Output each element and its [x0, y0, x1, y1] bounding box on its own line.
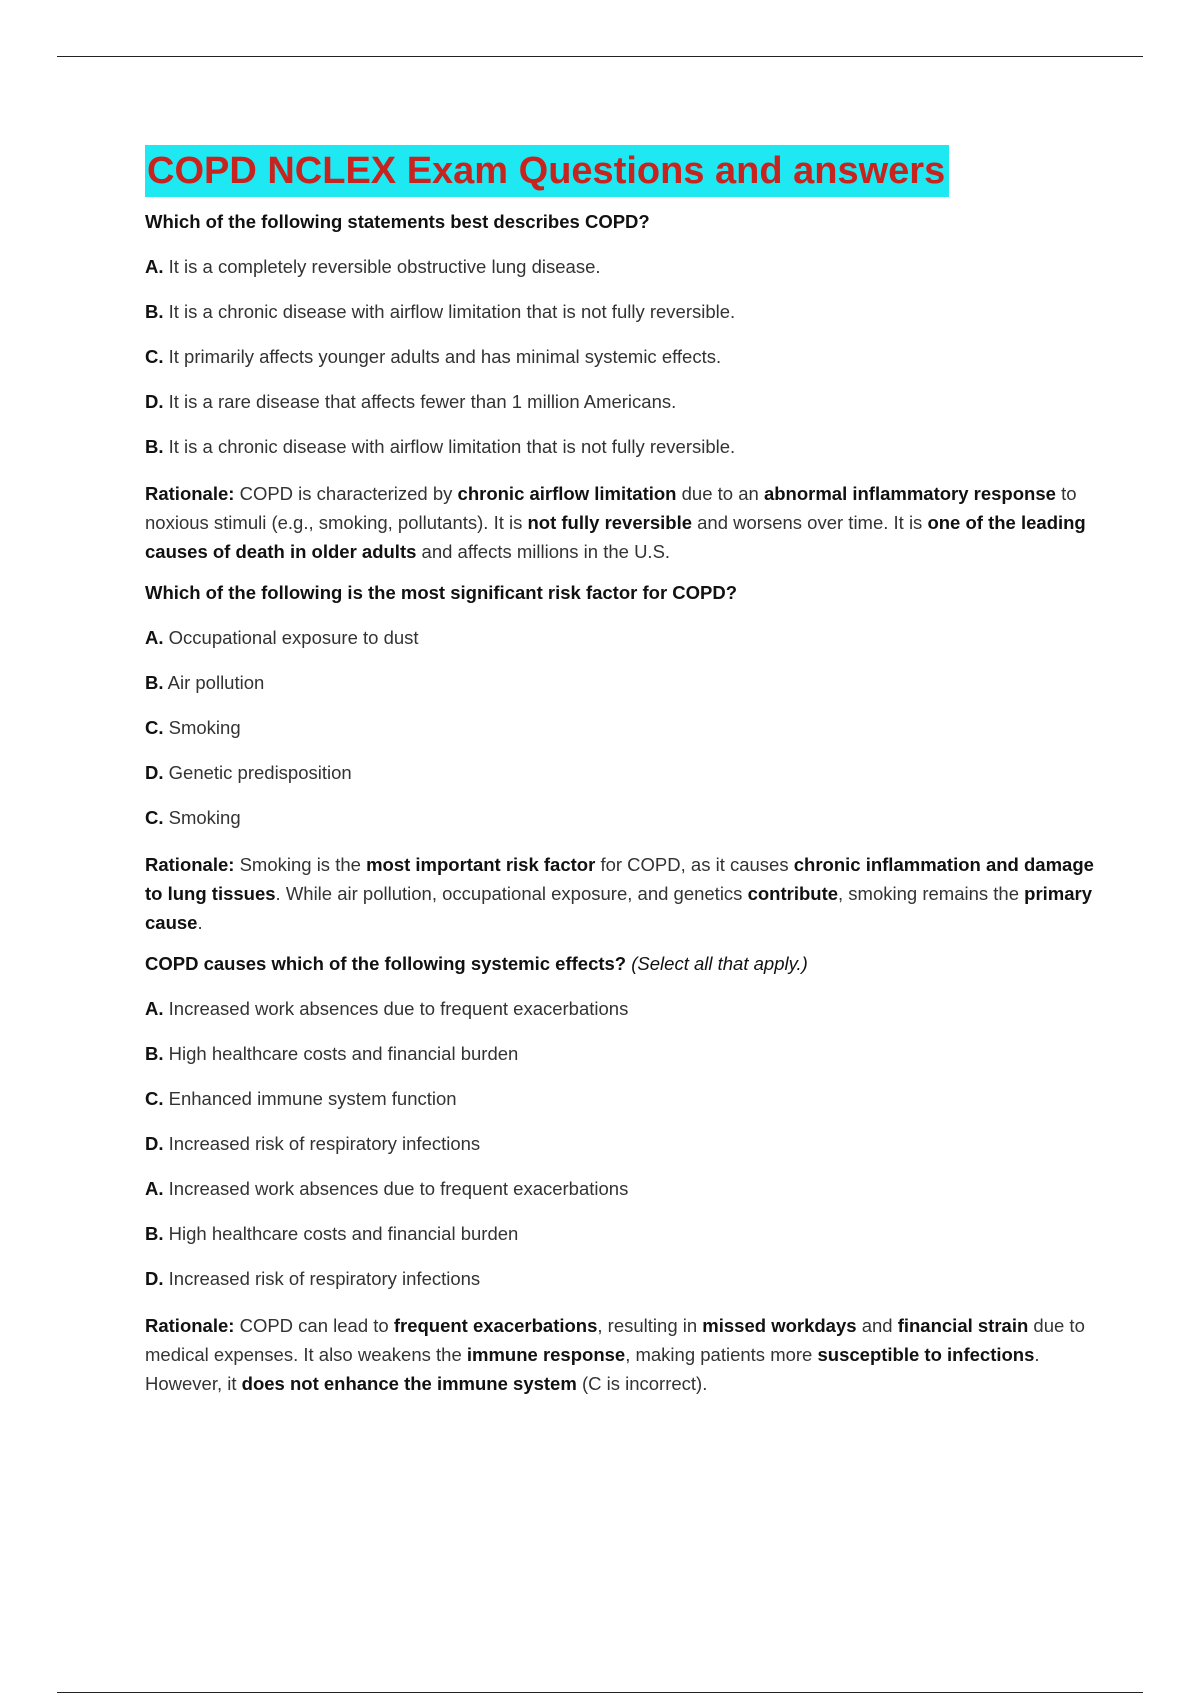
- q2-option-b: B. Air pollution: [145, 672, 265, 693]
- q1-answer: B. It is a chronic disease with airflow limitation that is not fully reversible.: [145, 436, 736, 457]
- question-2: Which of the following is the most significant risk factor for COPD?: [145, 582, 738, 603]
- question-3: COPD causes which of the following systemic effects? (Select all that apply.): [145, 953, 808, 974]
- q1-rationale: Rationale: COPD is characterized by chronic airflow limitation due to an abnormal inflammatory response to noxious stimuli (e.g., smoking, pollutants). It is not fully reversible and worsens over time. It is one of the leading causes of death in older adults and affects millions in the U.S.: [145, 483, 1086, 562]
- q3-option-d: D. Increased risk of respiratory infections: [145, 1133, 481, 1154]
- q1-option-d: D. It is a rare disease that affects fewer than 1 million Americans.: [145, 391, 677, 412]
- q1-option-b: B. It is a chronic disease with airflow limitation that is not fully reversible.: [145, 301, 736, 322]
- select-all-note: (Select all that apply.): [631, 953, 808, 974]
- question-1: Which of the following statements best describes COPD?: [145, 211, 650, 232]
- q3-option-a: A. Increased work absences due to frequent exacerbations: [145, 998, 629, 1019]
- q3-rationale: Rationale: COPD can lead to frequent exacerbations, resulting in missed workdays and financial strain due to medical expenses. It also weakens the immune response, making patients more susceptible to infections. However, it does not enhance the immune system (C is incorrect).: [145, 1315, 1085, 1394]
- q3-option-b: B. High healthcare costs and financial burden: [145, 1043, 519, 1064]
- q2-option-c: C. Smoking: [145, 717, 241, 738]
- q3-answer-b: B. High healthcare costs and financial burden: [145, 1223, 519, 1244]
- q2-option-d: D. Genetic predisposition: [145, 762, 352, 783]
- q3-answer-d: D. Increased risk of respiratory infections: [145, 1268, 481, 1289]
- q1-option-c: C. It primarily affects younger adults and has minimal systemic effects.: [145, 346, 722, 367]
- bottom-rule: [57, 1692, 1143, 1693]
- top-rule: [57, 56, 1143, 57]
- q3-option-c: C. Enhanced immune system function: [145, 1088, 457, 1109]
- q2-answer: C. Smoking: [145, 807, 241, 828]
- q3-answer-a: A. Increased work absences due to frequent exacerbations: [145, 1178, 629, 1199]
- q2-option-a: A. Occupational exposure to dust: [145, 627, 419, 648]
- q2-rationale: Rationale: Smoking is the most important risk factor for COPD, as it causes chronic inflammation and damage to lung tissues. While air pollution, occupational exposure, and genetics contribute, smoking remains the primary cause.: [145, 854, 1094, 933]
- q1-option-a: A. It is a completely reversible obstructive lung disease.: [145, 256, 601, 277]
- page-title: COPD NCLEX Exam Questions and answers: [145, 145, 949, 197]
- document-body: [145, 145, 1095, 1412]
